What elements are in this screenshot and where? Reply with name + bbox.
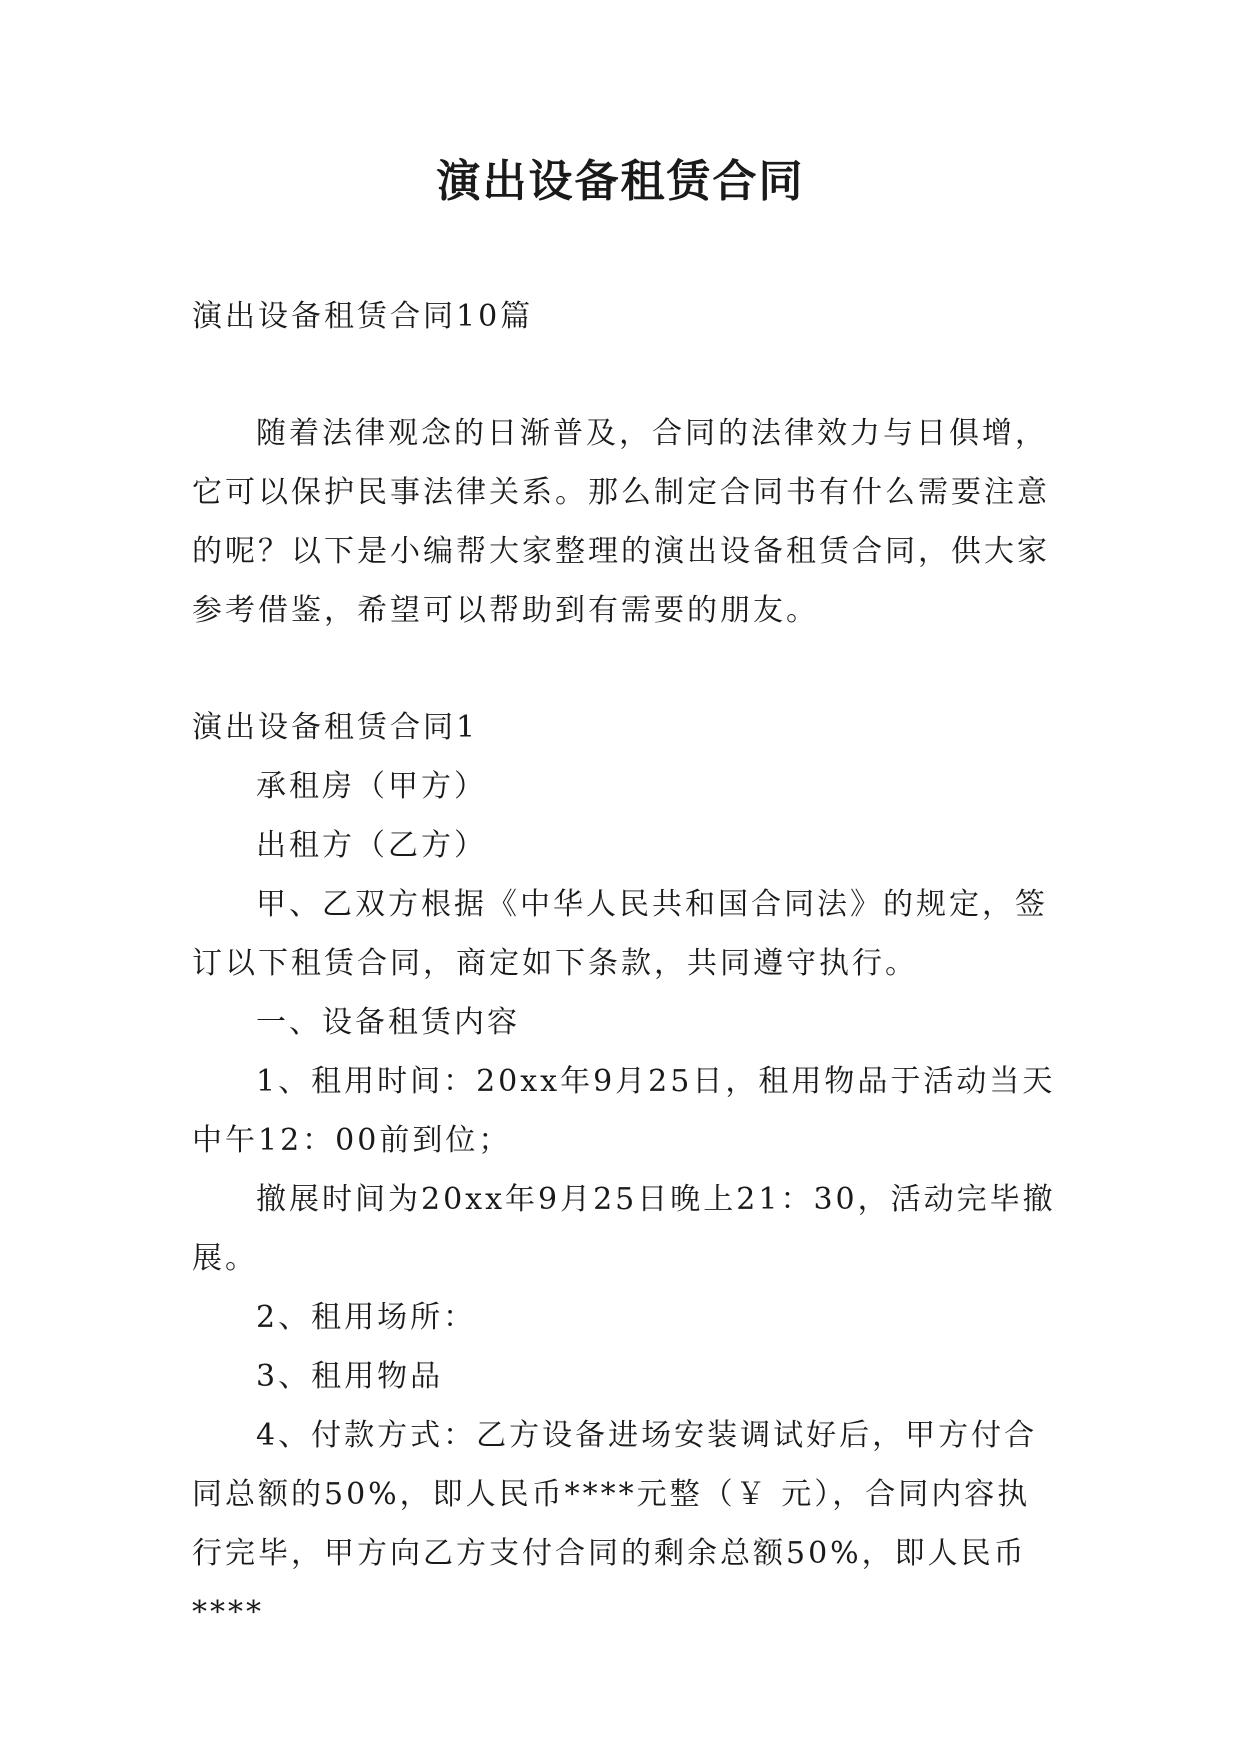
document-body [192, 287, 1062, 1642]
document-title: 演出设备租赁合同 [436, 156, 805, 207]
clause-rental-venue: 2、租用场所： [256, 1300, 477, 1335]
intro-paragraph: 随着法律观念的日渐普及，合同的法律效力与日俱增，它可以保护民事法律关系。那么制定合同书有什么需要注意的呢？以下是小编帮大家整理的演出设备租赁合同，供大家参考借鉴，希望可以帮助到有需要的朋友。 [192, 416, 1050, 628]
clause-heading: 一、设备租赁内容 [256, 1005, 520, 1040]
clause-rental-time: 1、租用时间：20xx年9月25日，租用物品于活动当天中午12：00前到位； [192, 1064, 1056, 1158]
clause-payment: 4、付款方式：乙方设备进场安装调试好后，甲方付合同总额的50%，即人民币****元整（￥ 元），合同内容执行完毕，甲方向乙方支付合同的剩余总额50%，即人民币**** [192, 1418, 1038, 1630]
party-b-line: 出租方（乙方） [256, 828, 487, 863]
section-heading: 演出设备租赁合同1 [192, 710, 479, 745]
clause-dismantle-time: 撤展时间为20xx年9月25日晚上21：30，活动完毕撤展。 [192, 1182, 1056, 1276]
clause-rental-items: 3、租用物品 [256, 1359, 444, 1394]
document-subtitle: 演出设备租赁合同10篇 [192, 299, 534, 334]
agreement-paragraph: 甲、乙双方根据《中华人民共和国合同法》的规定，签订以下租赁合同，商定如下条款，共同遵守执行。 [192, 887, 1048, 981]
party-a-line: 承租房（甲方） [256, 769, 487, 804]
